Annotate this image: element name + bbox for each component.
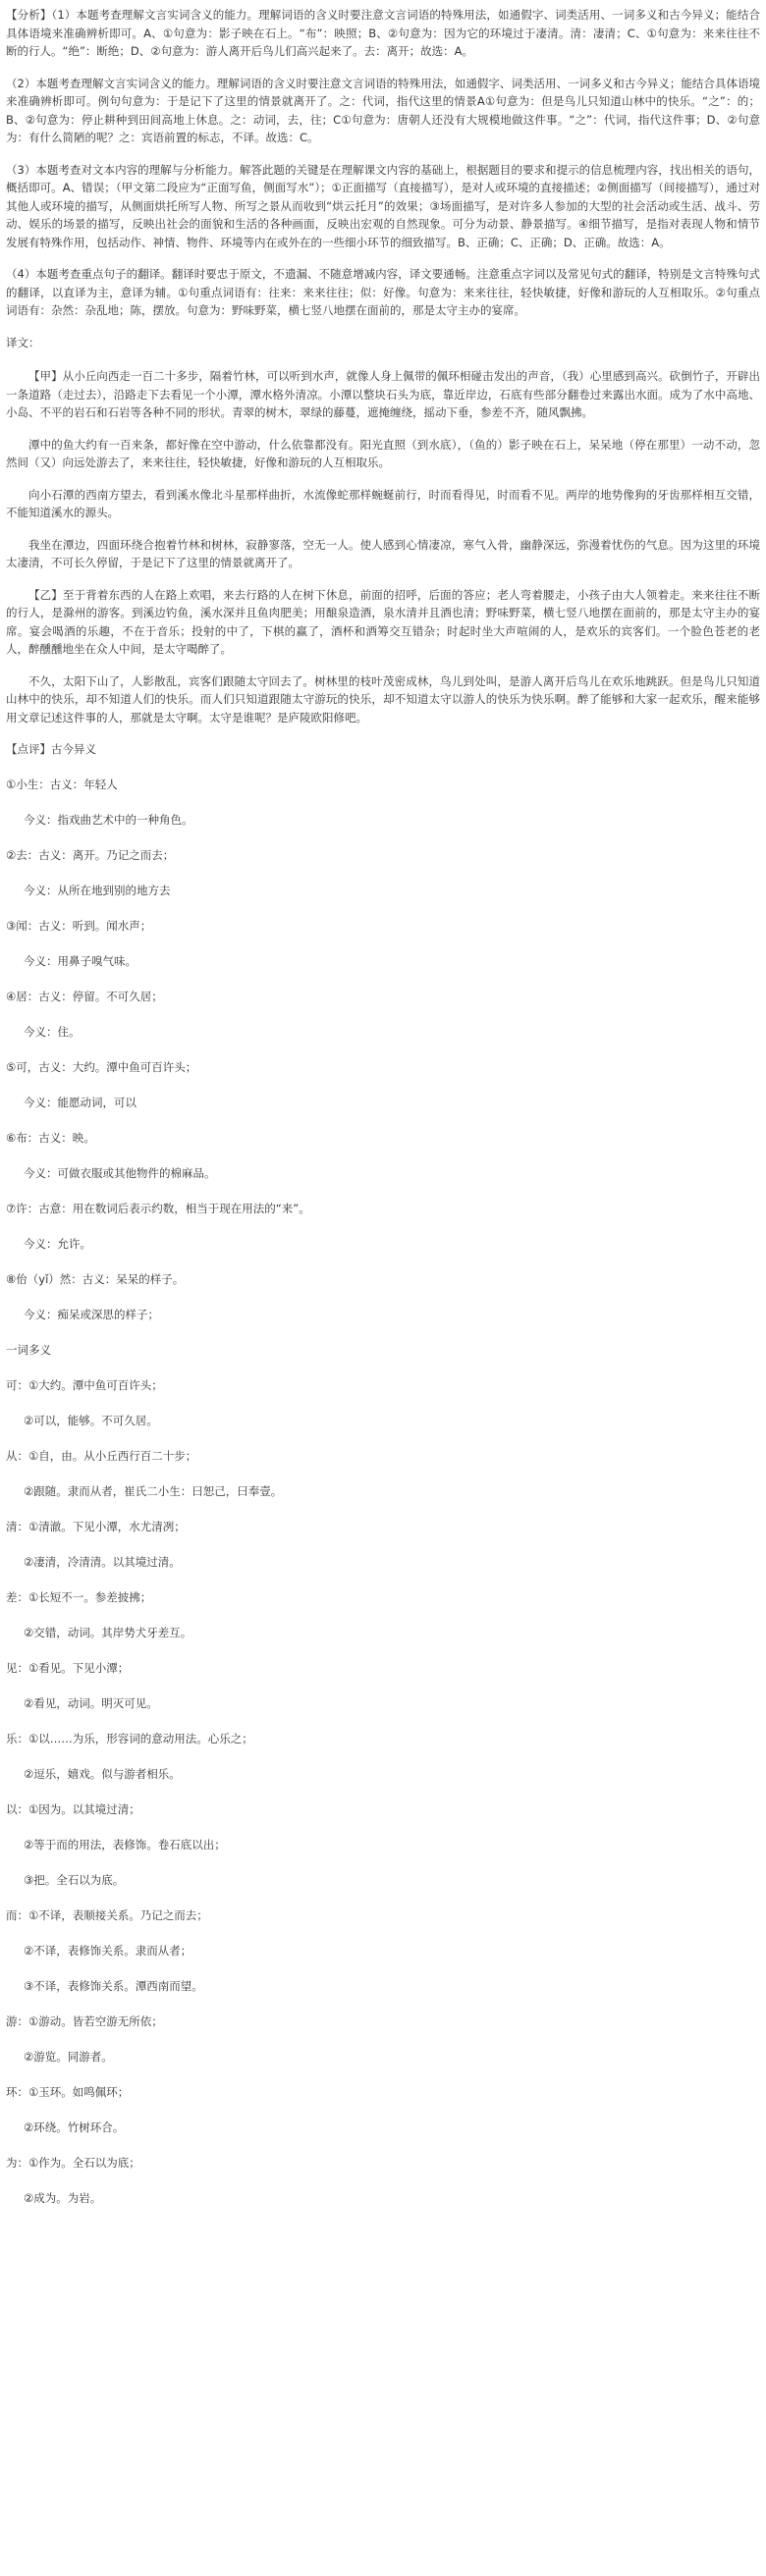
list-item: ③不译，表修饰关系。潭西南而望。 (24, 1979, 203, 1993)
list-item: ②环绕。竹树环合。 (24, 2120, 125, 2134)
analysis-part-2: （2）本题考查理解文言实词含义的能力。理解词语的含义时要注意文言词语的特殊用法，如通假字、词类活用、一词多义和古今异义；能结合具体语境来准确辨析即可。例句句意为：于是记下了这里的情景就离开了。之：代词，指代这里的情景A①句意为：但是鸟儿只知道山林中的快乐。“之”：的；B、②句意为：停止耕种到田间高地上休息。之：动词，去，往；C①句意为：唐朝人还没有大规模地做这件事。“之”：代词，指代这件事；D、②句意为：有什么简陋的呢？之：宾语前置的标志，不译。故选：C。 (6, 76, 760, 144)
list-item: ⑧佁（yǐ）然：古义：呆呆的样子。 (6, 1272, 185, 1286)
list-item: ②交错，动词。其岸势犬牙差互。 (24, 1626, 192, 1639)
list-item: ②游览。同游者。 (24, 2050, 113, 2064)
list-item: 今义：用鼻子嗅气味。 (24, 954, 137, 968)
list-item: 今义：痴呆或深思的样子； (24, 1308, 159, 1321)
analysis-part-3: （3）本题考查对文本内容的理解与分析能力。解答此题的关键是在理解课文内容的基础上，根据题目的要求和提示的信息梳理内容，找出相关的语句，概括即可。A、错误；（甲文第二段应为“正面写鱼，侧面写水”）；①正面描写（直接描写），是对人或环境的直接描述；②侧面描写（间接描写），通过对其他人或环境的描写，从侧面烘托所写人物、所写之景从而收到“烘云托月”的效果；③场面描写，是对许多人参加的大型的社会活动或生活、战斗、劳动、娱乐的场景的描写，反映出社会的面貌和生活的各种画面，反映出宏观的自然现象。可分为动景、静景描写。④细节描写，是指对表现人物和情节发展有特殊作用，包括动作、神情、物件、环境等内在或外在的一些细小环节的细致描写。B、正确；C、正确；D、正确。故选：A。 (6, 162, 760, 249)
list-item: ⑥布：古义：映。 (6, 1131, 95, 1145)
list-item: ②等于而的用法，表修饰。卷石底以出； (24, 1838, 226, 1852)
list-item: 环：①玉环。如鸣佩环； (6, 2085, 130, 2099)
list-item: 以：①因为。以其境过清； (6, 1802, 140, 1816)
list-item: 今义：能愿动词，可以 (24, 1096, 137, 1109)
list-item: 游：①游动。皆若空游无所依； (6, 2014, 163, 2028)
list-item: ②跟随。隶而从者，崔氏二小生：曰恕己，曰奉壹。 (24, 1484, 283, 1498)
translation-para-2: 潭中的鱼大约有一百来条，都好像在空中游动，什么依靠都没有。阳光直照（到水底），（鱼的）影子映在石上，呆呆地（停在那里）一动不动，忽然间（又）向远处游去了，来来往往，轻快敏捷，好像和游玩的人互相取乐。 (6, 437, 760, 469)
list-item: ⑦许：古意：用在数词后表示约数，相当于现在用法的“来”。 (6, 1202, 310, 1215)
translation-para-4: 我坐在潭边，四面环绕合抱着竹林和树林，寂静寥落，空无一人。使人感到心情凄凉，寒气入骨，幽静深远，弥漫着忧伤的气息。因为这里的环境太凄清，不可长久停留，于是记下了这里的情景就离开了。 (6, 537, 760, 569)
duoyi-list (6, 1376, 760, 2207)
list-item: ②成为。为岩。 (24, 2191, 102, 2205)
list-item: ②去：古义：离开。乃记之而去； (6, 848, 175, 862)
list-item: 而：①不译，表顺接关系。乃记之而去； (6, 1908, 208, 1922)
list-item: 今义：从所在地到别的地方去 (24, 884, 171, 897)
list-item: ②不译，表修饰关系。隶而从者； (24, 1944, 192, 1958)
list-item: 今义：可做衣服或其他物件的棉麻品。 (24, 1166, 216, 1180)
list-item: 差：①长短不一。参差披拂； (6, 1590, 152, 1604)
list-item: ③把。全石以为底。 (24, 1873, 125, 1887)
translation-label: 译文： (6, 335, 40, 349)
list-item: 乐：①以……为乐，形容词的意动用法。心乐之； (6, 1732, 253, 1745)
duoyi-label: 一词多义 (6, 1343, 51, 1357)
list-item: ③闻：古义：听到。闻水声； (6, 919, 152, 933)
gujin-label: 【点评】古今异义 (6, 742, 96, 756)
translation-para-3: 向小石潭的西南方望去，看到溪水像北斗星那样曲折，水流像蛇那样蜿蜒前行，时而看得见，时而看不见。两岸的地势像狗的牙齿那样相互交错，不能知道溪水的源头。 (6, 487, 760, 519)
list-item: 见：①看见。下见小潭； (6, 1661, 130, 1675)
list-item: ⑤可，古义：大约。潭中鱼可百许头； (6, 1060, 197, 1074)
translation-para-1: 【甲】从小丘向西走一百二十多步，隔着竹林，可以听到水声，就像人身上佩带的佩环相碰击发出的声音，（我）心里感到高兴。砍倒竹子，开辟出一条道路（走过去），沿路走下去看见一个小潭，潭水格外清凉。小潭以整块石头为底，靠近岸边，石底有些部分翻卷过来露出水面。成为了水中高地、小岛、不平的岩石和石岩等各种不同的形状。青翠的树木，翠绿的藤蔓，遮掩缠绕，摇动下垂，参差不齐，随风飘拂。 (6, 369, 760, 419)
list-item: ②凄清，冷清清。以其境过清。 (24, 1555, 181, 1569)
translation-para-6: 不久，太阳下山了，人影散乱，宾客们跟随太守回去了。树林里的枝叶茂密成林，鸟儿到处叫，是游人离开后鸟儿在欢乐地跳跃。但是鸟儿只知道山林中的快乐，却不知道人们的快乐。而人们只知道跟随太守游玩的快乐，却不知道太守以游人的快乐为快乐啊。醉了能够和大家一起欢乐，醒来能够用文章记述这件事的人，那就是太守啊。太守是谁呢？是庐陵欧阳修吧。 (6, 673, 760, 724)
list-item: 清：①清澈。下见小潭，水尤清冽； (6, 1520, 186, 1533)
list-item: ②可以，能够。不可久居。 (24, 1414, 158, 1427)
gujin-list (6, 776, 760, 1323)
list-item: 从：①自，由。从小丘西行百二十步； (6, 1449, 197, 1463)
list-item: ②看见，动词。明灭可见。 (24, 1696, 158, 1710)
list-item: ④居：古义：停留。不可久居； (6, 990, 163, 1003)
list-item: ①小生：古义：年轻人 (6, 778, 118, 791)
list-item: 可：①大约。潭中鱼可百许头； (6, 1378, 163, 1392)
list-item: 为：①作为。全石以为底； (6, 2156, 140, 2170)
translation-para-5: 【乙】至于背着东西的人在路上欢唱，来去行路的人在树下休息，前面的招呼，后面的答应；老人弯着腰走，小孩子由大人领着走。来来往往不断的行人，是滁州的游客。到溪边钓鱼，溪水深并且鱼肉肥美；用酿泉造酒，泉水清并且酒也清；野味野菜，横七竖八地摆在面前的，那是太守主办的宴席。宴会喝酒的乐趣，不在于音乐；投射的中了，下棋的赢了，酒杯和酒筹交互错杂；时起时坐大声喧闹的人，是欢乐的宾客们。一个脸色苍老的老人，醉醺醺地坐在众人中间，是太守喝醉了。 (6, 587, 760, 656)
list-item: ②逗乐，嬉戏。似与游者相乐。 (24, 1767, 181, 1781)
list-item: 今义：住。 (24, 1025, 81, 1039)
analysis-part-4: （4）本题考查重点句子的翻译。翻译时要忠于原文，不遗漏、不随意增减内容，译文要通畅。注意重点字词以及常见句式的翻译，特别是文言特殊句式的翻译，以直译为主，意译为辅。①句重点词语有：往来：来来往往；似：好像。句意为：来来往往，轻快敏捷，好像和游玩的人互相取乐。②句重点词语有：杂然：杂乱地；陈，摆放。句意为：野味野菜，横七竖八地摆在面前的，那是太守主办的宴席。 (6, 267, 760, 317)
list-item: 今义：允许。 (24, 1237, 91, 1251)
analysis-part-1: 【分析】（1）本题考查理解文言实词含义的能力。理解词语的含义时要注意文言词语的特殊用法，如通假字、词类活用、一词多义和古今异义；能结合具体语境来准确辨析即可。A、①句意为：影子映在石上。“布”：映照；B、②句意为：因为它的环境过于凄清。清：凄清；C、①句意为：来来往往不断的行人。“绝”：断绝；D、②句意为：游人离开后鸟儿们高兴起来了。去：离开；故选：A。 (6, 8, 760, 58)
list-item: 今义：指戏曲艺术中的一种角色。 (24, 813, 193, 827)
